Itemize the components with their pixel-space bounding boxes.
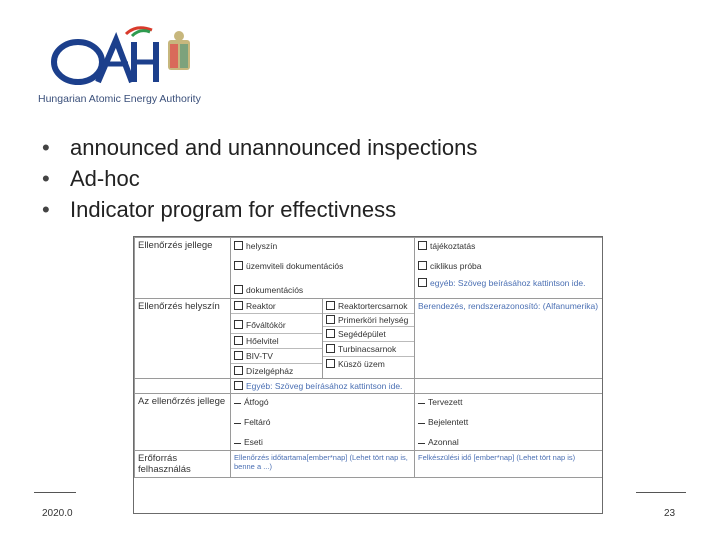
bullet-icon: • xyxy=(42,197,50,222)
checkbox-icon[interactable] xyxy=(326,301,335,310)
checkbox-icon[interactable] xyxy=(326,315,335,324)
checkbox-icon[interactable] xyxy=(234,320,243,329)
checkbox-icon[interactable] xyxy=(418,261,427,270)
checkbox-icon[interactable] xyxy=(234,241,243,250)
checkbox-icon[interactable] xyxy=(326,344,335,353)
checkbox-line-icon[interactable] xyxy=(418,423,425,424)
form-cell: helyszín üzemviteli dokumentációs dokumentációs xyxy=(231,238,415,299)
form-label: Ellenőrzés helyszín xyxy=(135,299,231,379)
form-cell-empty xyxy=(415,379,603,394)
checkbox-icon[interactable] xyxy=(234,285,243,294)
bullet-icon: • xyxy=(42,166,50,191)
bullet-list xyxy=(42,132,477,225)
form-cell: Tervezett Bejelentett Azonnal xyxy=(415,394,603,451)
checkbox-line-icon[interactable] xyxy=(234,443,241,444)
checkbox-icon[interactable] xyxy=(418,241,427,250)
form-cell[interactable]: Berendezés, rendszerazonosító: (Alfanumerika) xyxy=(415,299,603,379)
bullet-item: • Ad-hoc xyxy=(42,163,477,194)
checkbox-icon[interactable] xyxy=(234,336,243,345)
inspection-form-image xyxy=(133,236,603,514)
oah-logo xyxy=(36,24,216,114)
checkbox-line-icon[interactable] xyxy=(418,443,425,444)
form-row-resources xyxy=(135,451,603,478)
footer-rule-left xyxy=(34,492,76,493)
checkbox-icon[interactable] xyxy=(234,261,243,270)
bullet-icon: • xyxy=(42,135,50,160)
form-cell[interactable]: Ellenőrzés időtartama[ember*nap] (Lehet tört nap is, benne a ...) xyxy=(231,451,415,478)
checkbox-line-icon[interactable] xyxy=(418,403,425,404)
form-cell[interactable]: Felkészülési idő [ember*nap] (Lehet tört nap is) xyxy=(415,451,603,478)
form-row-type xyxy=(135,238,603,299)
checkbox-icon[interactable] xyxy=(234,366,243,375)
coat-of-arms-icon xyxy=(168,31,190,70)
footer-date: 2020.0 xyxy=(42,508,73,519)
form-cell: tájékoztatás ciklikus próba egyéb: Szöveg beírásához kattintson ide. xyxy=(415,238,603,299)
footer-rule-right xyxy=(636,492,686,493)
form-label-empty xyxy=(135,379,231,394)
form-cell: Reaktor Főváltókör Hőelvitel BIV-TV Dízelgépház xyxy=(231,299,323,379)
form-label: Erőforrás felhasználás xyxy=(135,451,231,478)
checkbox-icon[interactable] xyxy=(234,301,243,310)
bullet-item: • Indicator program for effectivness xyxy=(42,194,477,225)
checkbox-line-icon[interactable] xyxy=(234,423,241,424)
checkbox-icon[interactable] xyxy=(326,359,335,368)
checkbox-icon[interactable] xyxy=(234,381,243,390)
logo-caption: Hungarian Atomic Energy Authority xyxy=(38,93,201,105)
form-row-nature xyxy=(135,394,603,451)
form-row-location xyxy=(135,299,603,379)
form-cell: Reaktortercsarnok Primerköri helység Segédépület Turbinacsarnok Küszö üzem xyxy=(323,299,415,379)
form-label: Ellenőrzés jellege xyxy=(135,238,231,299)
form-cell: Egyéb: Szöveg beírásához kattintson ide. xyxy=(231,379,415,394)
inspection-form-table xyxy=(134,237,603,478)
oah-logo-mark xyxy=(36,24,216,94)
checkbox-icon[interactable] xyxy=(418,278,427,287)
checkbox-icon[interactable] xyxy=(326,329,335,338)
bullet-item: • announced and unannounced inspections xyxy=(42,132,477,163)
form-cell: Átfogó Feltáró Eseti xyxy=(231,394,415,451)
form-label: Az ellenőrzés jellege xyxy=(135,394,231,451)
form-row-location-other xyxy=(135,379,603,394)
checkbox-line-icon[interactable] xyxy=(234,403,241,404)
page-number: 23 xyxy=(664,508,676,519)
checkbox-icon[interactable] xyxy=(234,351,243,360)
